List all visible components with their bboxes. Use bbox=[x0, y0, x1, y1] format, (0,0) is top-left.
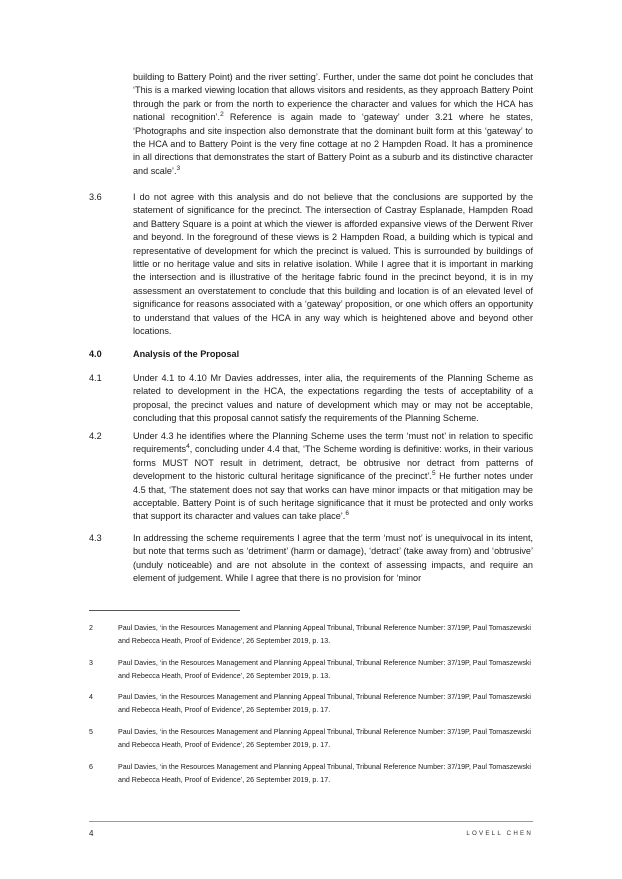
page-number: 4 bbox=[89, 829, 94, 838]
paragraph-4-1 bbox=[89, 372, 533, 426]
footnote-5 bbox=[89, 726, 533, 752]
footer-divider bbox=[89, 821, 533, 822]
footnote-ref-4[interactable]: 4 bbox=[186, 443, 190, 451]
section-title: Analysis of the Proposal bbox=[133, 349, 240, 359]
footnote-number: 5 bbox=[89, 728, 93, 736]
paragraph-number: 4.1 bbox=[89, 373, 102, 383]
paragraph-4-3 bbox=[89, 532, 533, 586]
footnote-ref-3[interactable]: 3 bbox=[176, 164, 181, 172]
footnote-number: 3 bbox=[89, 659, 93, 667]
paragraph-3-6 bbox=[89, 191, 533, 338]
footnote-3 bbox=[89, 657, 533, 683]
paragraph-number: 4.3 bbox=[89, 533, 102, 543]
footnote-number: 4 bbox=[89, 693, 93, 701]
paragraph-text-b: , concluding under 4.4 that, ‘The Scheme wording is definitive: works, in their various forms MUST NOT result in detriment, detract, be obtrusive nor detract from patterns of development to the historic cultural heritage significance of the precinct’. bbox=[133, 444, 533, 482]
continued-text-a: building to Battery Point) and the river setting’. Further, under the same dot point he concludes that ‘This is a marked viewing location that allows visitors and residents, as they approach Battery Point through the park or from the north to experience the character and values for which the HCA has national recognition’. bbox=[133, 72, 533, 123]
paragraph-text: Under 4.1 to 4.10 Mr Davies addresses, inter alia, the requirements of the Planning Scheme as related to development in the HCA, the expectations regarding the tests of acceptability of a proposal, the precinct values and nature of development which may or may not be acceptable, concluding that this proposal cannot satisfy the requirements of the Planning Scheme. bbox=[133, 373, 533, 424]
paragraph-number: 4.2 bbox=[89, 431, 102, 441]
footnote-number: 6 bbox=[89, 763, 93, 771]
continued-text-b: Reference is again made to ‘gateway’ under 3.21 where he states, ‘Photographs and site inspection also demonstrate that the dominant built form at this ‘gateway’ to the HCA and to Battery Point is the very fine cottage at no 2 Hampden Road. It has a prominence in all directions that demonstrates the start of Battery Point as a suburb and its distinctive character and scale’. bbox=[133, 112, 533, 176]
continued-paragraph bbox=[133, 71, 533, 178]
paragraph-text: In addressing the scheme requirements I agree that the term ‘must not’ is unequivocal in its intent, but note that terms such as ‘detriment’ (harm or damage), ‘detract’ (take away from) and ‘obtrusive’ (unduly noticeable) and are not absolute in the context of assessing impacts, and require an element of judgement. While I agree that there is no provision for ‘minor bbox=[133, 533, 533, 584]
footnote-ref-5[interactable]: 5 bbox=[431, 470, 436, 478]
paragraph-number: 3.6 bbox=[89, 192, 102, 202]
paragraph-text-a: Under 4.3 he identifies where the Planning Scheme uses the term ‘must not’ in relation to specific requirements bbox=[133, 431, 533, 455]
footnote-ref-6[interactable]: 6 bbox=[345, 510, 349, 518]
footnote-2 bbox=[89, 622, 533, 648]
paragraph-text bbox=[133, 430, 533, 524]
footnote-text: Paul Davies, ‘in the Resources Management and Planning Appeal Tribunal, Tribunal Reference Number: 37/19P, Paul Tomaszewski and Rebecca Heath, Proof of Evidence’, 26 September 2019, p. 13. bbox=[118, 624, 531, 646]
footnote-ref-2[interactable]: 2 bbox=[220, 111, 224, 119]
footnote-text: Paul Davies, ‘in the Resources Management and Planning Appeal Tribunal, Tribunal Reference Number: 37/19P, Paul Tomaszewski and Rebecca Heath, Proof of Evidence’, 26 September 2019, p. 13. bbox=[118, 659, 531, 681]
paragraph-text: I do not agree with this analysis and do not believe that the conclusions are supported by the statement of significance for the precinct. The intersection of Castray Esplanade, Hampden Road and Battery Square is a point at which the viewer is afforded expansive views of the Derwent River and beyond. In the foreground of these views is 2 Hampden Road, a building which is typical and representative of development for which the precinct is valued. This is surrounded by buildings of little or no heritage value and sits in relative isolation. While I agree that it is important in marking the intersection and is illustrative of the heritage fabric found in the precinct beyond, it is in my assessment an overstatement to conclude that this building and location is of an elevated level of significance for reasons associated with a ‘gateway’ proposition, or one which offers an opportunity to understand that values of the HCA in any way which is heightened above and beyond other locations. bbox=[133, 192, 533, 337]
footnote-text: Paul Davies, ‘in the Resources Management and Planning Appeal Tribunal, Tribunal Reference Number: 37/19P, Paul Tomaszewski and Rebecca Heath, Proof of Evidence’, 26 September 2019, p. 17. bbox=[118, 728, 531, 750]
footnote-text: Paul Davies, ‘in the Resources Management and Planning Appeal Tribunal, Tribunal Reference Number: 37/19P, Paul Tomaszewski and Rebecca Heath, Proof of Evidence’, 26 September 2019, p. 17. bbox=[118, 763, 531, 785]
paragraph-4-2 bbox=[89, 430, 533, 524]
footnote-6 bbox=[89, 761, 533, 787]
firm-name: LOVELL CHEN bbox=[466, 830, 533, 837]
footnote-4 bbox=[89, 691, 533, 717]
paragraph-text-c: He further notes under 4.5 that, ‘The statement does not say that works can have minor impacts or that mitigation may be acceptable. Battery Point is of such heritage significance that it must be protected and only works that support its character and values can take place’. bbox=[133, 471, 533, 522]
section-number: 4.0 bbox=[89, 349, 102, 359]
footnote-number: 2 bbox=[89, 624, 93, 632]
footnote-text: Paul Davies, ‘in the Resources Management and Planning Appeal Tribunal, Tribunal Reference Number: 37/19P, Paul Tomaszewski and Rebecca Heath, Proof of Evidence’, 26 September 2019, p. 17. bbox=[118, 693, 531, 715]
footnote-separator bbox=[89, 610, 240, 611]
section-heading bbox=[89, 348, 533, 361]
